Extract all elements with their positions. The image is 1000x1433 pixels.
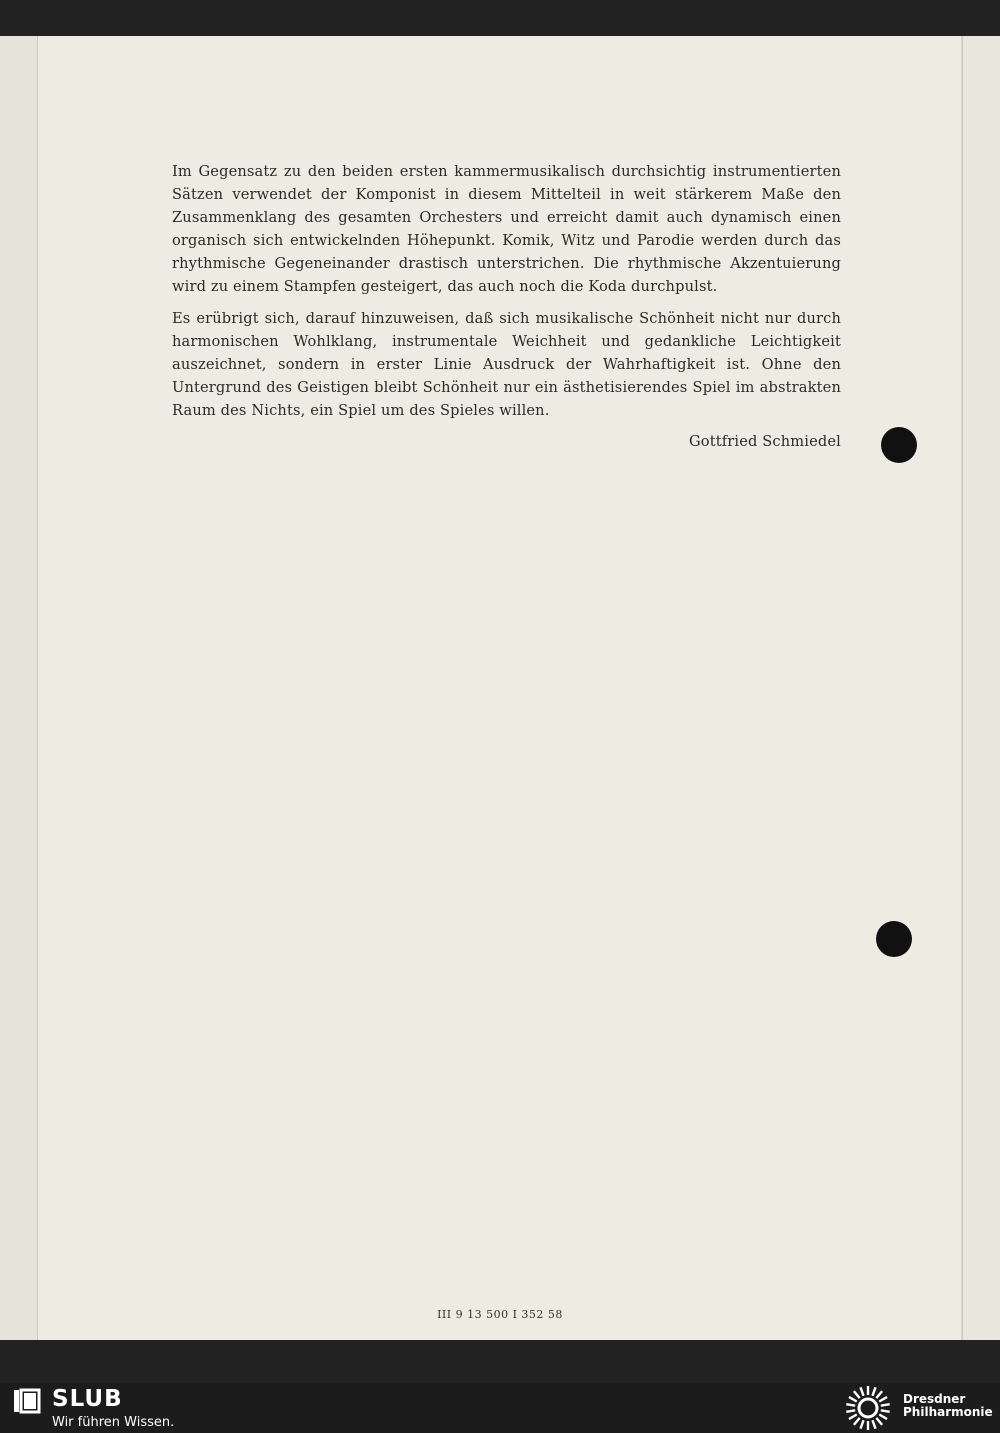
paragraph-2: Es erübrigt sich, darauf hinzuweisen, daß sich musikalische Schönheit nicht nur durch harmonischen Wohlklang, instrumentale Weichheit und gedankliche Leichtigkeit auszeichnet, sondern in erster Linie Ausdruck der Wahrhaftigkeit ist. Ohne den Untergrund des Geistigen bleibt Schönheit nur ein ästhetisierendes Spiel im abstrakten Raum des Nichts, ein Spiel um des Spieles willen.	[172, 309, 841, 419]
viewer-footer	[0, 1383, 1000, 1433]
brand-line-1: Dresdner	[903, 1392, 966, 1406]
punch-hole-top	[881, 427, 917, 463]
sunburst-logo-icon[interactable]	[842, 1385, 894, 1431]
body-text	[172, 160, 841, 453]
author-signature: Gottfried Schmiedel	[688, 433, 841, 451]
print-code: III 9 13 500 I 352 58	[437, 1308, 563, 1321]
adjacent-page-left-edge	[0, 36, 38, 1340]
book-icon	[12, 1387, 42, 1415]
paragraph-1: Im Gegensatz zu den beiden ersten kammermusikalisch durchsichtig instrumentierten Sätzen verwendet der Komponist in diesem Mittelteil in weit stärkerem Maße den Zusammenklang des gesamten Orchesters und erreicht damit auch dynamisch einen organisch sich entwickelnden Höhepunkt. Komik, Witz und Parodie werden durch das rhythmische Gegeneinander drastisch unterstrichen. Die rhythmische Akzentuierung wird zu einem Stampfen gesteigert, das auch noch die Koda durchpulst.	[172, 163, 841, 296]
slub-tagline: Wir führen Wissen.	[52, 1415, 175, 1430]
punch-hole-bottom	[876, 921, 912, 957]
adjacent-page-right-edge	[962, 36, 1000, 1340]
brand-line-2: Philharmonie	[903, 1405, 993, 1419]
slub-brand[interactable]: SLUB	[52, 1386, 123, 1412]
dresdner-philharmonie-brand[interactable]	[903, 1393, 993, 1419]
